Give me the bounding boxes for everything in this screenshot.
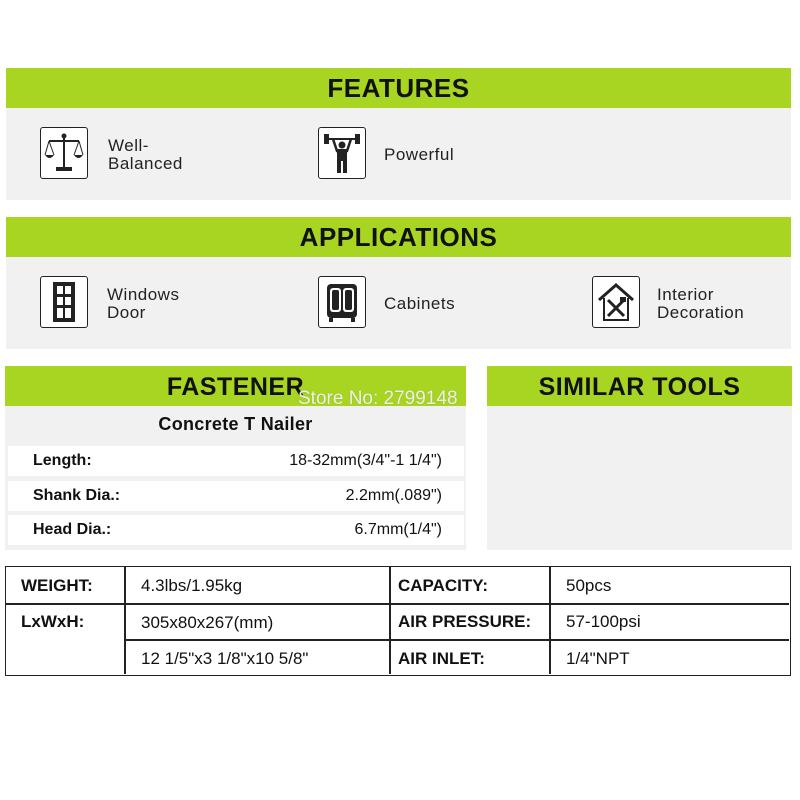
table-divider: [389, 567, 391, 674]
fastener-key: Length:: [33, 452, 92, 469]
table-divider: [124, 567, 126, 674]
similar-tools-header: [487, 366, 792, 406]
fastener-row-length: [8, 446, 464, 476]
fastener-title: FASTENER: [166, 373, 305, 401]
weight-value: 4.3lbs/1.95kg: [141, 576, 243, 595]
weight-label: WEIGHT:: [21, 576, 93, 595]
fastener-value: 6.7mm(1/4"): [354, 521, 442, 538]
application-label-interior-decoration: Interior Decoration: [657, 285, 745, 322]
application-label-cabinets: Cabinets: [384, 294, 456, 313]
air-pressure-label: AIR PRESSURE:: [398, 612, 532, 631]
fastener-key: Shank Dia.:: [33, 487, 121, 504]
specs-table: [5, 566, 791, 676]
weightlifter-icon: [318, 127, 366, 179]
air-inlet-label: AIR INLET:: [398, 649, 485, 668]
dims-metric: 305x80x267(mm): [141, 613, 274, 632]
applications-header: [6, 217, 791, 257]
air-inlet-value: 1/4"NPT: [566, 649, 630, 668]
feature-label-powerful: Powerful: [384, 145, 455, 164]
fastener-key: Head Dia.:: [33, 521, 112, 538]
feature-label-well-balanced: Well- Balanced: [108, 136, 183, 173]
table-divider: [549, 567, 551, 674]
fastener-value: 18-32mm(3/4"-1 1/4"): [289, 452, 442, 469]
table-divider: [6, 603, 789, 605]
house-tools-icon: [592, 276, 640, 328]
dims-imperial: 12 1/5"x3 1/8"x10 5/8": [141, 649, 309, 668]
cabinet-icon: [318, 276, 366, 328]
capacity-value: 50pcs: [566, 576, 612, 595]
dims-label: LxWxH:: [21, 612, 85, 631]
fastener-subtitle: Concrete T Nailer: [158, 414, 313, 434]
fastener-row-head: [8, 515, 464, 545]
air-pressure-value: 57-100psi: [566, 612, 641, 631]
similar-tools-title: SIMILAR TOOLS: [538, 373, 741, 401]
balance-scale-icon: [40, 127, 88, 179]
similar-tools-panel: [487, 406, 792, 550]
features-header: [6, 68, 791, 108]
door-icon: [40, 276, 88, 328]
application-label-windows-door: Windows Door: [107, 285, 180, 322]
applications-title: APPLICATIONS: [299, 222, 498, 252]
features-title: FEATURES: [327, 73, 470, 103]
table-divider: [124, 639, 789, 641]
fastener-value: 2.2mm(.089"): [345, 487, 442, 504]
store-watermark: Store No: 2799148: [298, 388, 458, 409]
fastener-row-shank: [8, 481, 464, 511]
capacity-label: CAPACITY:: [398, 576, 489, 595]
